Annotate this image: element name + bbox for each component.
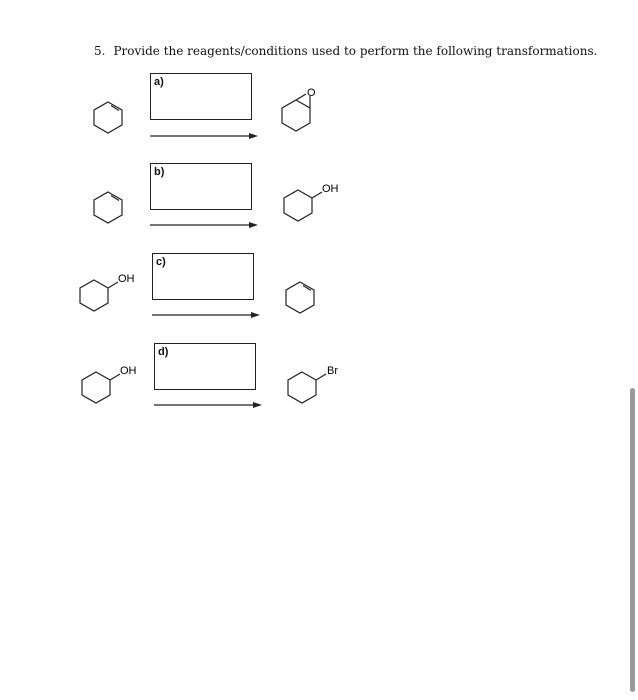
reagent-box-a[interactable] <box>150 73 252 120</box>
step-label: a) <box>154 76 164 88</box>
hydroxyl-label: OH <box>118 273 135 285</box>
cyclohexene-molecule <box>284 280 316 314</box>
reaction-arrow <box>150 220 258 230</box>
reaction-arrow <box>150 131 258 141</box>
hydroxyl-label: OH <box>120 365 137 377</box>
reagent-box-d[interactable] <box>154 343 256 390</box>
cyclohexylmethanol-molecule <box>80 362 142 406</box>
cyclohexylmethanol-molecule <box>78 270 140 314</box>
step-label: c) <box>156 256 166 268</box>
bromine-label: Br <box>327 365 338 377</box>
question-number: 5. <box>94 44 106 58</box>
hydroxyl-label: OH <box>322 183 339 195</box>
reagent-box-b[interactable] <box>150 163 252 210</box>
question-text: Provide the reagents/conditions used to perform the following transformations. <box>113 44 598 58</box>
reaction-arrow <box>152 310 260 320</box>
step-label: b) <box>154 166 165 178</box>
cyclohexene-molecule <box>92 100 124 134</box>
cyclohexene-molecule <box>92 190 124 224</box>
question-prompt <box>94 44 597 58</box>
vertical-scrollbar[interactable] <box>630 388 635 692</box>
oxygen-atom-label: O <box>307 87 316 99</box>
cyclohexylmethanol-molecule <box>282 182 344 224</box>
reaction-arrow <box>154 400 262 410</box>
reagent-box-c[interactable] <box>152 253 254 300</box>
epoxide-molecule <box>280 86 324 134</box>
bromomethylcyclohexane-molecule <box>286 364 348 406</box>
step-label: d) <box>158 346 169 358</box>
